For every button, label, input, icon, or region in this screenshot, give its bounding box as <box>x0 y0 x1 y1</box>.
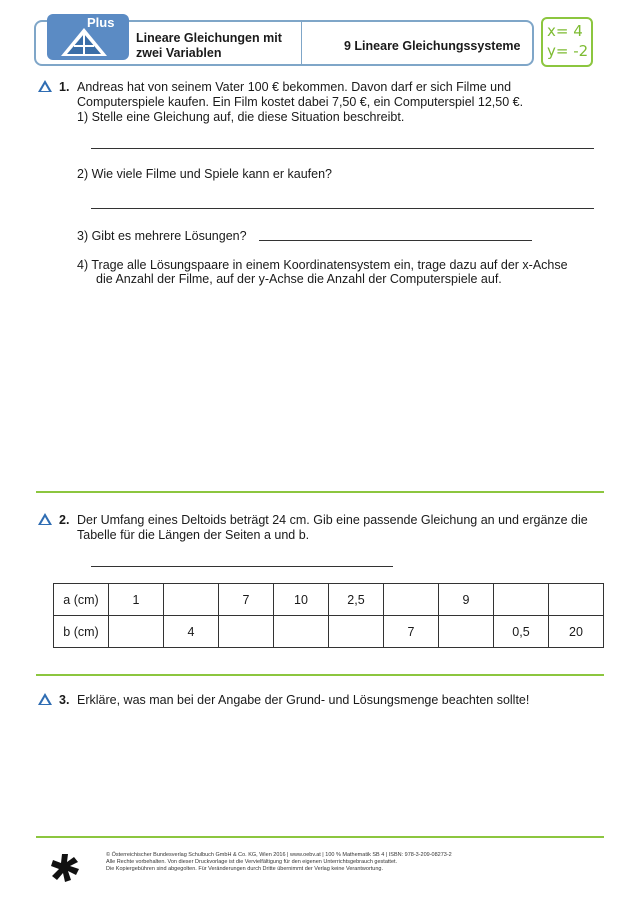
logo-text: Plus <box>87 15 115 30</box>
subquestion-1: 1) Stelle eine Gleichung auf, die diese Situation beschreibt. <box>77 110 405 124</box>
footer-copyright <box>106 852 576 873</box>
table-cell[interactable] <box>549 584 604 616</box>
table-cell[interactable] <box>439 616 494 648</box>
header-title: Lineare Gleichungen mit zwei Variablen <box>136 31 282 60</box>
section-divider <box>36 491 604 493</box>
answer-line[interactable] <box>259 240 532 241</box>
question-number: 1. <box>59 80 70 94</box>
table-cell[interactable] <box>384 584 439 616</box>
question-text: Erkläre, was man bei der Angabe der Grund- und Lösungsmenge beachten sollte! <box>77 693 530 707</box>
row-label-a: a (cm) <box>54 584 109 616</box>
table-row <box>54 584 604 616</box>
table-row <box>54 616 604 648</box>
table-cell[interactable]: 4 <box>164 616 219 648</box>
table-cell[interactable]: 1 <box>109 584 164 616</box>
table-cell[interactable] <box>164 584 219 616</box>
badge-line-y: y= -2 <box>547 42 589 60</box>
table-cell[interactable]: 7 <box>219 584 274 616</box>
table-cell[interactable]: 7 <box>384 616 439 648</box>
section-divider <box>36 674 604 676</box>
table-cell[interactable] <box>494 584 549 616</box>
row-label-b: b (cm) <box>54 616 109 648</box>
answer-line[interactable] <box>91 208 594 209</box>
question-text-line: Der Umfang eines Deltoids beträgt 24 cm. Gib eine passende Gleichung an und ergänze die <box>77 513 588 527</box>
difficulty-triangle-icon <box>38 693 52 705</box>
subquestion-2: 2) Wie viele Filme und Spiele kann er kaufen? <box>77 167 332 181</box>
table-cell[interactable]: 10 <box>274 584 329 616</box>
table-cell[interactable] <box>329 616 384 648</box>
deltoid-table <box>53 583 604 648</box>
triangle-logo-icon <box>61 28 107 56</box>
plus-logo <box>47 14 129 60</box>
question-text-line: Andreas hat von seinem Vater 100 € bekommen. Davon darf er sich Filme und <box>77 80 512 94</box>
table-cell[interactable]: 20 <box>549 616 604 648</box>
table-cell[interactable] <box>274 616 329 648</box>
chapter-title: 9 Lineare Gleichungssysteme <box>344 39 521 53</box>
footer-line: © Österreichischer Bundesverlag Schulbuch GmbH & Co. KG, Wien 2016 | www.oebv.at | 100 % Mathematik SB 4 | ISBN: 978-3-209-08273-2 <box>106 852 452 858</box>
subquestion-4-line: 4) Trage alle Lösungspaare in einem Koordinatensystem ein, trage dazu auf der x-Achse <box>77 258 568 272</box>
answer-line[interactable] <box>91 566 393 567</box>
table-cell[interactable]: 9 <box>439 584 494 616</box>
question-text-line: Computerspiele kaufen. Ein Film kostet dabei 7,50 €, ein Computerspiel 12,50 €. <box>77 95 524 109</box>
equation-badge <box>541 17 593 67</box>
subquestion-4-line: die Anzahl der Filme, auf der y-Achse die Anzahl der Computerspiele auf. <box>96 272 502 286</box>
subquestion-3: 3) Gibt es mehrere Lösungen? <box>77 229 247 243</box>
badge-line-x: x= 4 <box>547 22 583 40</box>
difficulty-triangle-icon <box>38 80 52 92</box>
footer-line: Die Kopiergebühren sind abgegolten. Für Veränderungen durch Dritte übernimmt der Verlag keine Verantwortung. <box>106 866 384 872</box>
question-number: 2. <box>59 513 70 527</box>
footer-line: Alle Rechte vorbehalten. Von dieser Druckvorlage ist die Vervielfältigung für den eigenen Unterrichtsgebrauch gestattet. <box>106 859 398 865</box>
question-text-line: Tabelle für die Längen der Seiten a und b. <box>77 528 310 542</box>
section-divider <box>36 836 604 838</box>
difficulty-triangle-icon <box>38 513 52 525</box>
publisher-logo-icon <box>50 853 80 883</box>
table-cell[interactable] <box>109 616 164 648</box>
question-number: 3. <box>59 693 70 707</box>
table-cell[interactable]: 2,5 <box>329 584 384 616</box>
table-cell[interactable] <box>219 616 274 648</box>
answer-line[interactable] <box>91 148 594 149</box>
table-cell[interactable]: 0,5 <box>494 616 549 648</box>
